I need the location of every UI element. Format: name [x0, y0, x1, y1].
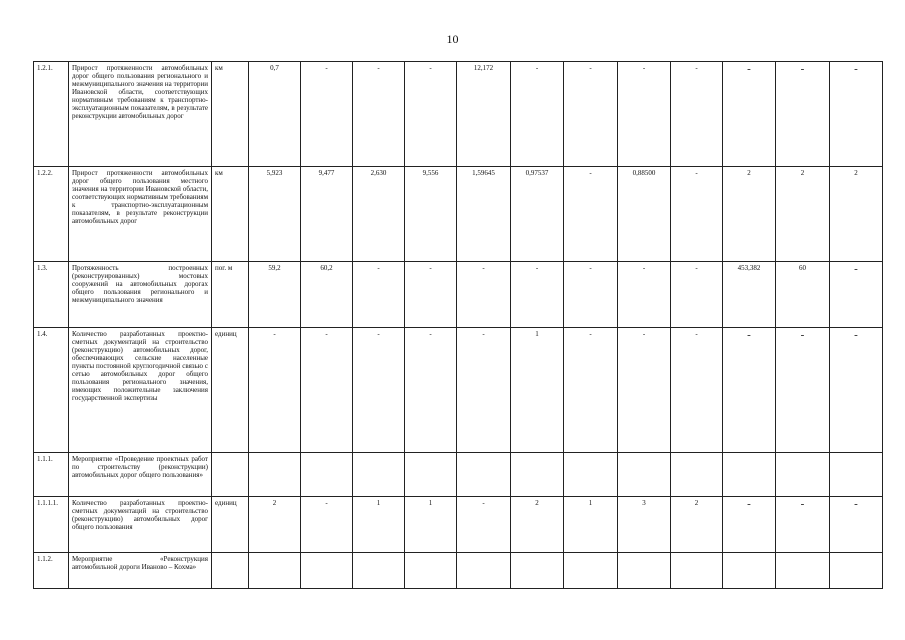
unit-cell: единиц [212, 497, 249, 553]
value-cell: - [618, 262, 671, 328]
value-cell: - [353, 262, 405, 328]
value-cell: 2 [671, 497, 723, 553]
value-cell: - [723, 328, 776, 453]
value-cell: 59,2 [249, 262, 301, 328]
unit-cell: пог. м [212, 262, 249, 328]
value-cell [511, 553, 564, 589]
value-cell: - [353, 62, 405, 167]
indicators-table [33, 61, 883, 589]
value-cell: - [723, 62, 776, 167]
value-cell [776, 453, 830, 497]
value-cell: - [830, 62, 883, 167]
value-cell: - [564, 62, 618, 167]
value-cell: 2 [249, 497, 301, 553]
table-row [34, 62, 883, 167]
value-cell: 0,7 [249, 62, 301, 167]
value-cell [671, 453, 723, 497]
value-cell: - [830, 328, 883, 453]
value-cell: 2 [830, 167, 883, 262]
value-cell: - [405, 62, 457, 167]
row-number: 1.4. [34, 328, 69, 453]
row-number: 1.1.2. [34, 553, 69, 589]
value-cell: - [301, 497, 353, 553]
table-row [34, 453, 883, 497]
value-cell: - [301, 62, 353, 167]
value-cell: 1 [353, 497, 405, 553]
row-number: 1.2.2. [34, 167, 69, 262]
indicator-name: Протяженность построенных (реконструированных) мостовых сооружений на автомобильных дорогах общего пользования регионального и межмуниципального значения [69, 262, 212, 328]
value-cell: 1 [405, 497, 457, 553]
value-cell [830, 553, 883, 589]
value-cell: - [776, 328, 830, 453]
value-cell [353, 453, 405, 497]
row-number: 1.2.1. [34, 62, 69, 167]
value-cell [723, 553, 776, 589]
value-cell: 12,172 [457, 62, 511, 167]
value-cell: - [511, 262, 564, 328]
unit-cell: км [212, 167, 249, 262]
value-cell: - [776, 497, 830, 553]
value-cell: - [405, 262, 457, 328]
value-cell [405, 553, 457, 589]
value-cell: - [249, 328, 301, 453]
value-cell: 0,88500 [618, 167, 671, 262]
unit-cell [212, 453, 249, 497]
value-cell: 2 [723, 167, 776, 262]
value-cell: - [564, 328, 618, 453]
value-cell [511, 453, 564, 497]
value-cell [301, 453, 353, 497]
value-cell: - [618, 62, 671, 167]
value-cell: - [671, 328, 723, 453]
value-cell: - [776, 62, 830, 167]
value-cell: 3 [618, 497, 671, 553]
value-cell [457, 453, 511, 497]
value-cell [618, 553, 671, 589]
value-cell: 0,97537 [511, 167, 564, 262]
unit-cell: единиц [212, 328, 249, 453]
value-cell: 1 [564, 497, 618, 553]
page-number: 10 [446, 32, 459, 46]
value-cell: 60,2 [301, 262, 353, 328]
table-row [34, 553, 883, 589]
value-cell: - [671, 262, 723, 328]
indicator-name: Мероприятие «Реконструкция автомобильной дороги Иваново – Кохма» [69, 553, 212, 589]
value-cell: 1,59645 [457, 167, 511, 262]
value-cell: - [830, 497, 883, 553]
indicator-name: Количество разработанных проектно-сметных документаций на строительство (реконструкцию) автомобильных дорог общего пользования [69, 497, 212, 553]
indicator-name: Прирост протяженности автомобильных дорог общего пользования местного значения на территории Ивановской области, соответствующих нормативным требованиям к транспортно-эксплуатационным показателям, в результате реконструкции автомобильных дорог [69, 167, 212, 262]
value-cell [249, 553, 301, 589]
unit-cell: км [212, 62, 249, 167]
table-row [34, 328, 883, 453]
value-cell [301, 553, 353, 589]
value-cell [776, 553, 830, 589]
value-cell [618, 453, 671, 497]
value-cell: - [830, 262, 883, 328]
value-cell: - [564, 167, 618, 262]
value-cell: - [671, 167, 723, 262]
indicator-name: Мероприятие «Проведение проектных работ по строительству (реконструкции) автомобильных дорог общего пользования» [69, 453, 212, 497]
value-cell: 453,382 [723, 262, 776, 328]
value-cell: - [301, 328, 353, 453]
value-cell [671, 553, 723, 589]
value-cell: - [564, 262, 618, 328]
value-cell [457, 553, 511, 589]
indicator-name: Количество разработанных проектно-сметных документаций на строительство (реконструкцию) автомобильных дорог, обеспечивающих сельские населенные пункты постоянной круглогодичной связью с сетью автомобильных дорог общего пользования регионального значения, имеющих положительные заключения государственной экспертизы [69, 328, 212, 453]
value-cell: - [671, 62, 723, 167]
value-cell: 2 [511, 497, 564, 553]
value-cell: 60 [776, 262, 830, 328]
value-cell: 9,556 [405, 167, 457, 262]
table-row [34, 262, 883, 328]
value-cell [830, 453, 883, 497]
value-cell: 9,477 [301, 167, 353, 262]
value-cell [564, 553, 618, 589]
indicator-name: Прирост протяженности автомобильных дорог общего пользования регионального и межмуниципального значения на территории Ивановской области, соответствующих нормативным требованиям к транспортно-эксплуатационным показателям, в результате реконструкции автомобильных дорог [69, 62, 212, 167]
unit-cell [212, 553, 249, 589]
table-row [34, 167, 883, 262]
value-cell: - [457, 262, 511, 328]
value-cell: - [618, 328, 671, 453]
value-cell: 1 [511, 328, 564, 453]
value-cell [249, 453, 301, 497]
row-number: 1.1.1. [34, 453, 69, 497]
value-cell [723, 453, 776, 497]
value-cell: - [511, 62, 564, 167]
value-cell: 2,630 [353, 167, 405, 262]
value-cell: - [353, 328, 405, 453]
value-cell: - [457, 497, 511, 553]
value-cell [564, 453, 618, 497]
row-number: 1.3. [34, 262, 69, 328]
value-cell [353, 553, 405, 589]
row-number: 1.1.1.1. [34, 497, 69, 553]
value-cell: 5,923 [249, 167, 301, 262]
value-cell [405, 453, 457, 497]
value-cell: - [405, 328, 457, 453]
value-cell: - [457, 328, 511, 453]
value-cell: - [723, 497, 776, 553]
value-cell: 2 [776, 167, 830, 262]
table-row [34, 497, 883, 553]
